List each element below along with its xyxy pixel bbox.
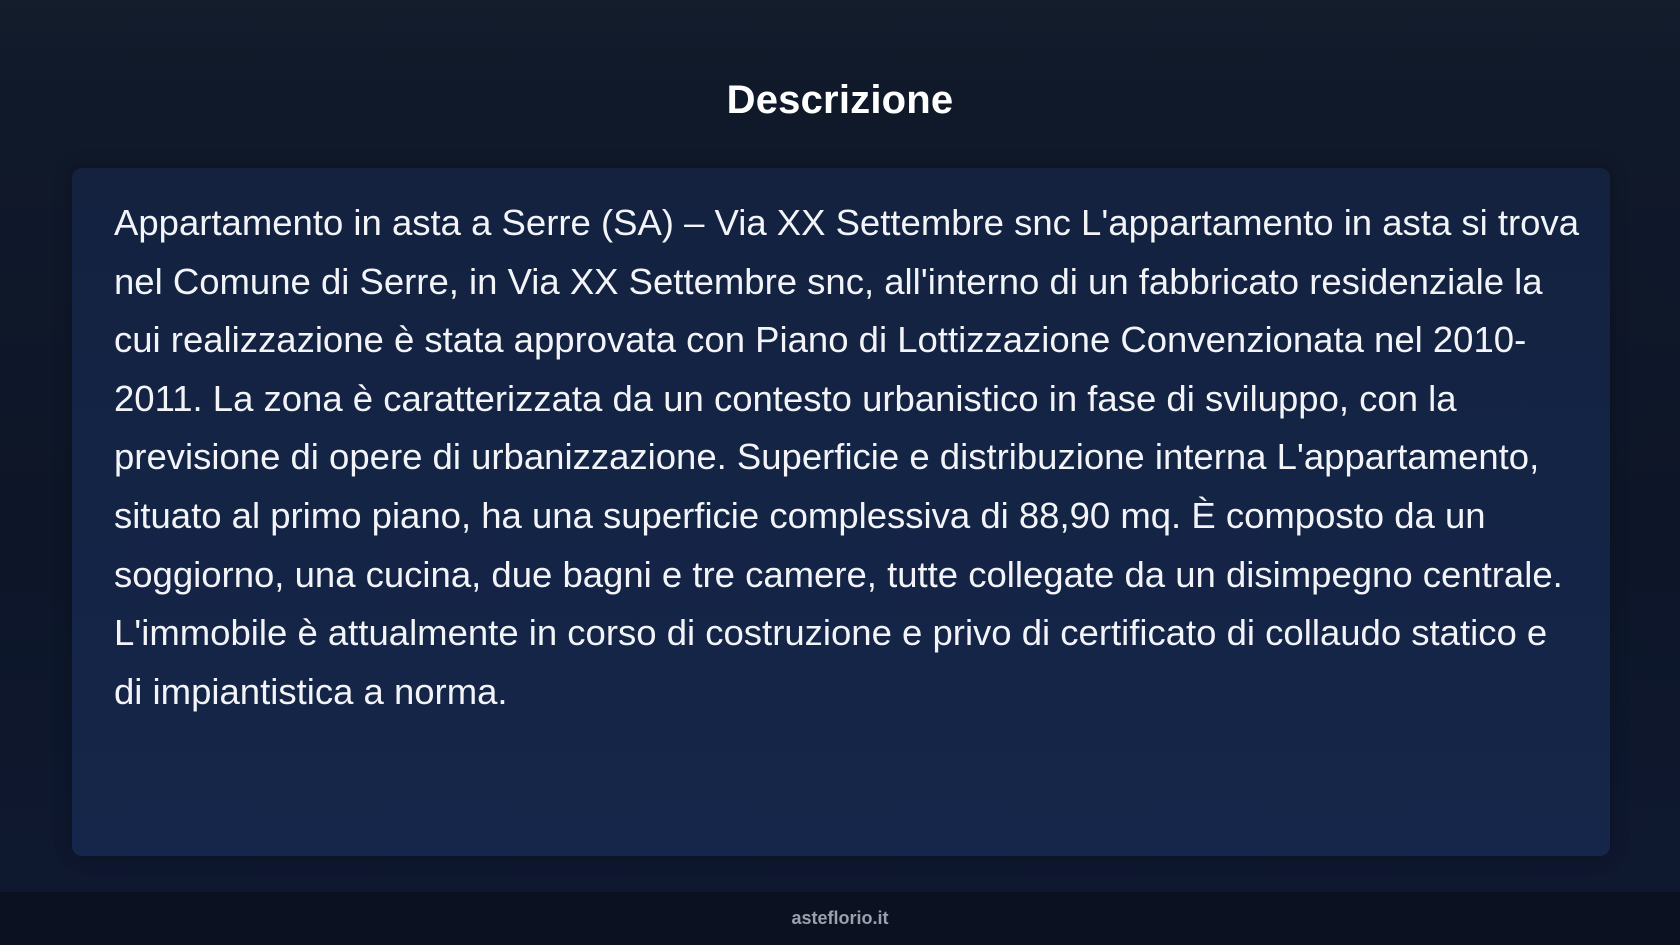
description-text: Appartamento in asta a Serre (SA) – Via XX Settembre snc L'appartamento in asta si trova nel Comune di Serre, in Via XX Settembre snc, all'interno di un fabbricato residenziale la cui realizzazione è stata approvata con Piano di Lottizzazione Convenzionata nel 2010-2011. La zona è caratterizzata da un contesto urbanistico in fase di sviluppo, con la previsione di opere di urbanizzazione. Superficie e distribuzione interna L'appartamento, situato al primo piano, ha una superficie complessiva di 88,90 mq. È composto da un soggiorno, una cucina, due bagni e tre camere, tutte collegate da un disimpegno centrale. L'immobile è attualmente in corso di costruzione e privo di certificato di collaudo statico e di impiantistica a norma. bbox=[114, 202, 1580, 712]
description-card bbox=[72, 168, 1610, 856]
top-band bbox=[0, 0, 1680, 64]
section-title: Descrizione bbox=[726, 78, 954, 122]
footer-site-label: asteflorio.it bbox=[791, 908, 889, 928]
footer bbox=[0, 892, 1680, 945]
